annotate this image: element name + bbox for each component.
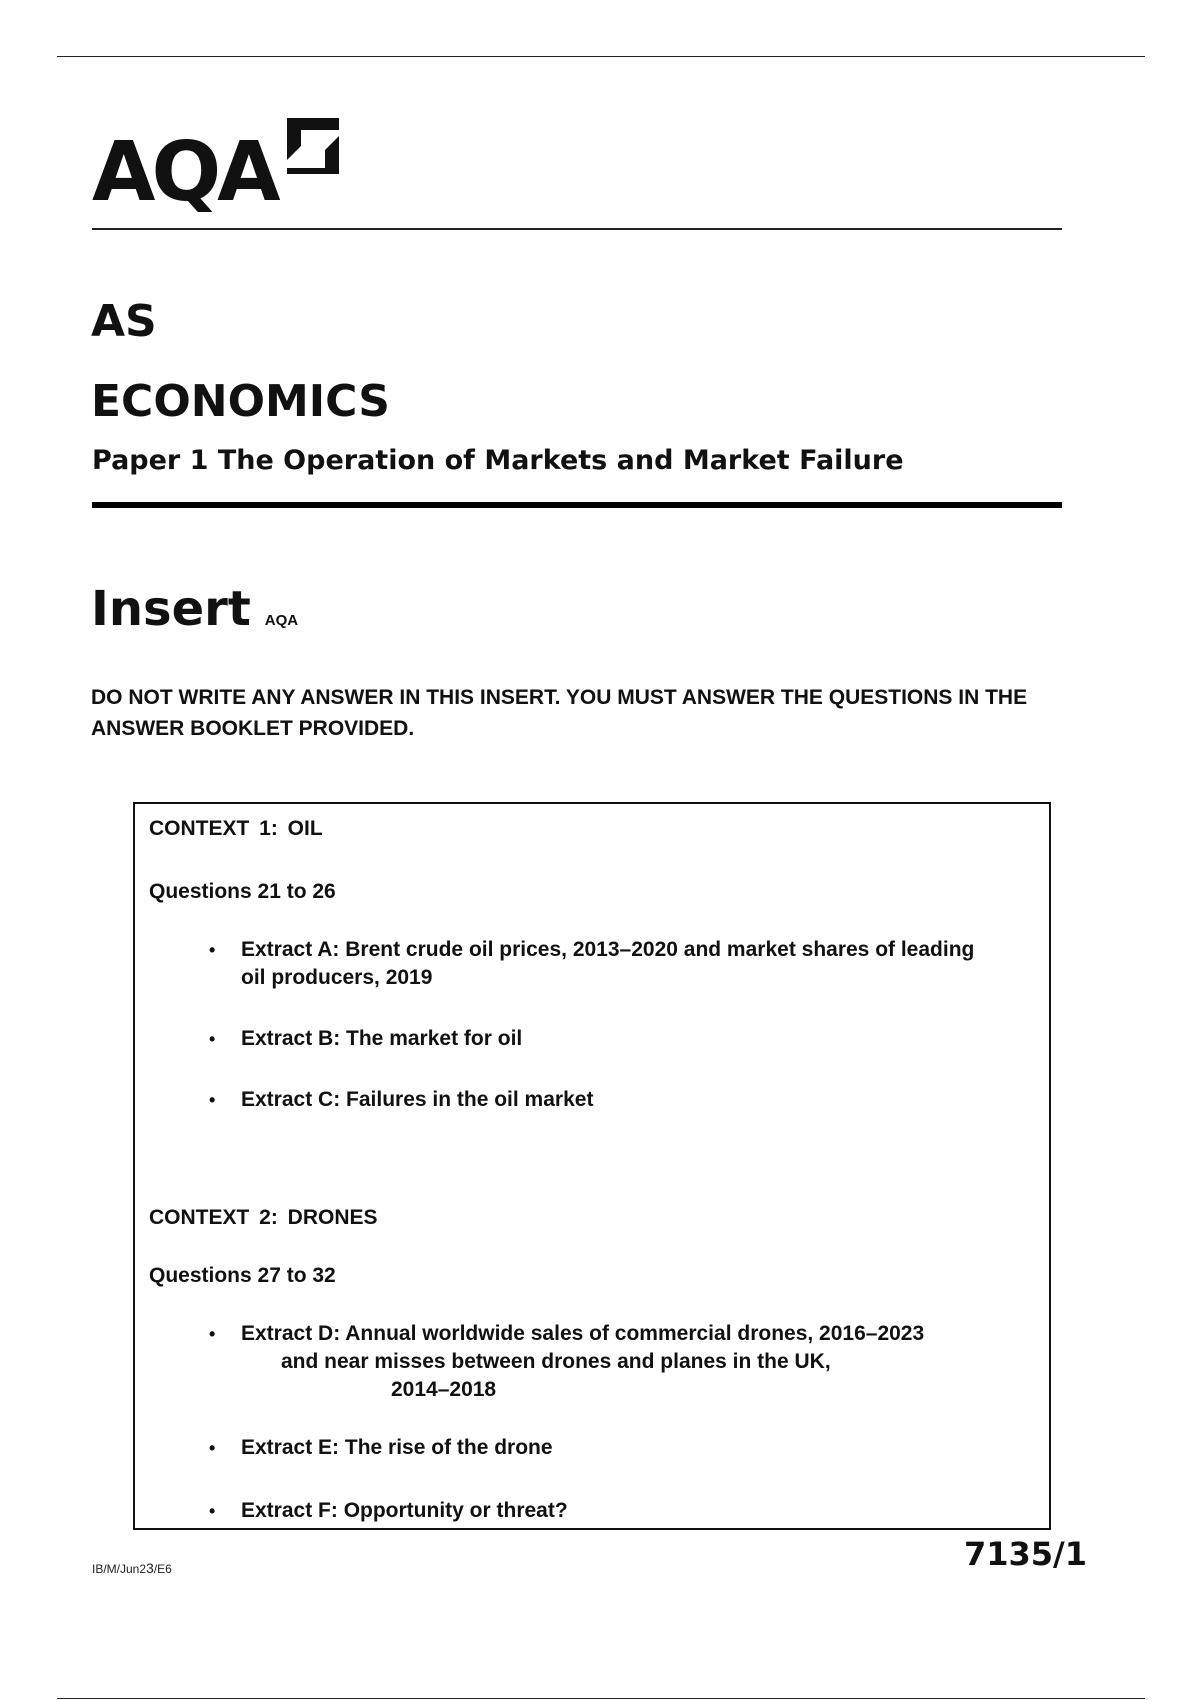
extract-c <box>209 1086 1029 1114</box>
insert-small-label: AQA <box>264 612 299 629</box>
subject-title: ECONOMICS <box>91 376 390 427</box>
bullet: • <box>209 1029 216 1049</box>
thick-rule <box>92 502 1062 508</box>
extract-e <box>209 1434 1029 1462</box>
bullet: • <box>209 1501 216 1521</box>
insert-title: Insert <box>91 581 251 637</box>
bullet: • <box>209 940 216 960</box>
paper-code: 7135/1 <box>963 1535 1087 1573</box>
extract-f <box>209 1497 1029 1525</box>
extract-d <box>209 1320 1029 1404</box>
footer-ref-part1: IB/M/Jun2 <box>92 1562 147 1576</box>
extract-f-line1: Extract F: Opportunity or threat? <box>241 1499 568 1522</box>
bullet: • <box>209 1438 216 1458</box>
contexts-box <box>133 802 1051 1530</box>
extract-b <box>209 1025 1029 1053</box>
top-rule <box>57 56 1145 57</box>
extract-e-line1: Extract E: The rise of the drone <box>241 1436 553 1459</box>
bullet: • <box>209 1090 216 1110</box>
bullet: • <box>209 1324 216 1344</box>
context-2-heading: CONTEXT 2: DRONES <box>149 1206 378 1229</box>
extract-a-line2: oil producers, 2019 <box>241 966 433 989</box>
extract-c-line1: Extract C: Failures in the oil market <box>241 1088 594 1111</box>
footer-ref-part3: /E6 <box>153 1562 172 1576</box>
extract-b-line1: Extract B: The market for oil <box>241 1027 523 1050</box>
aqa-logo <box>92 112 341 220</box>
qualification-level: AS <box>91 296 157 347</box>
context-1-questions: Questions 21 to 26 <box>149 880 336 903</box>
instruction-text: DO NOT WRITE ANY ANSWER IN THIS INSERT. YOU MUST ANSWER THE QUESTIONS IN THE ANSWER BOOKLET PROVIDED. <box>91 686 1028 740</box>
extract-d-line1: Extract D: Annual worldwide sales of commercial drones, 2016–2023 <box>241 1322 925 1345</box>
paper-title: Paper 1 The Operation of Markets and Market Failure <box>92 445 904 476</box>
footer-reference <box>92 1560 172 1576</box>
extract-d-line2: and near misses between drones and planes in the UK, <box>281 1350 831 1373</box>
context-1-heading: CONTEXT 1: OIL <box>149 817 323 840</box>
extract-d-line3: 2014–2018 <box>391 1378 497 1401</box>
logo-rule <box>92 228 1062 230</box>
footer-ref-part2: 3 <box>146 1560 154 1576</box>
extract-a <box>209 936 1029 992</box>
insert-heading <box>91 581 299 637</box>
extract-a-line1: Extract A: Brent crude oil prices, 2013–2020 and market shares of leading <box>241 938 975 961</box>
context-2-questions: Questions 27 to 32 <box>149 1264 336 1287</box>
logo-text: AQA <box>92 125 277 220</box>
logo-mark-icon <box>285 116 341 176</box>
bottom-rule <box>57 1698 1145 1699</box>
